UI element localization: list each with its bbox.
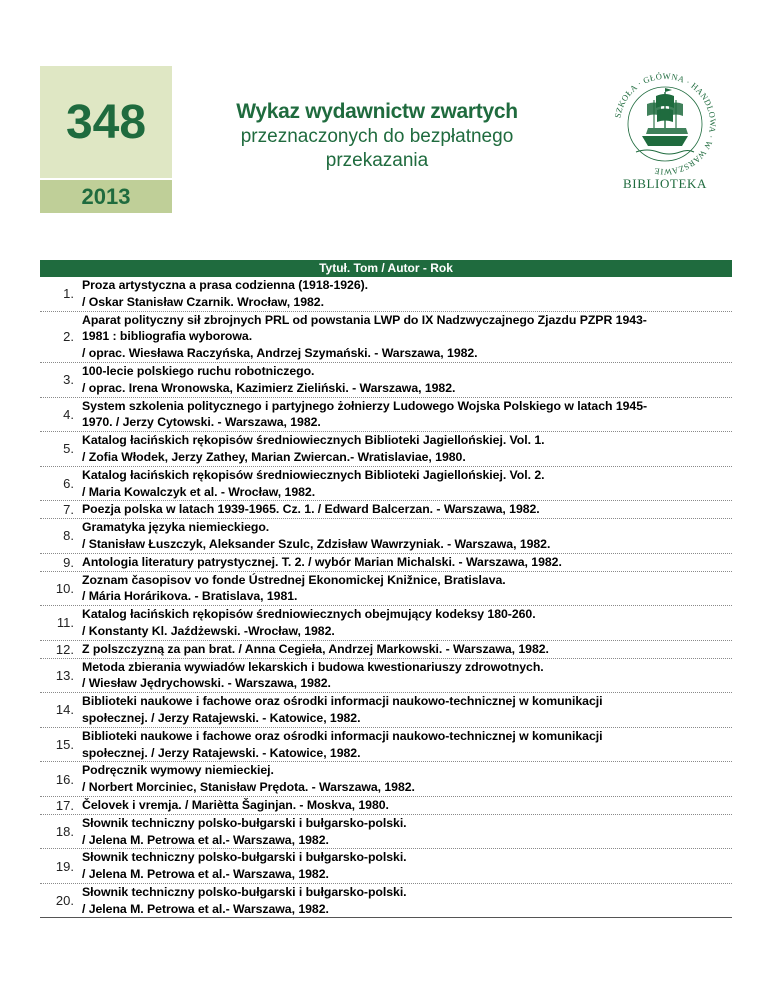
- row-description: [82, 312, 732, 362]
- table-row: [40, 572, 732, 607]
- row-text-line: / Stanisław Łuszczyk, Aleksander Szulc, Zdzisław Wawrzyniak. - Warszawa, 1982.: [82, 536, 551, 551]
- row-description: [82, 519, 732, 553]
- list-year: 2013: [81, 183, 131, 209]
- row-text-line: Katalog łacińskich rękopisów średniowiecznych Biblioteki Jagiellońskiej. Vol. 2.: [82, 467, 545, 482]
- table-row: [40, 815, 732, 850]
- table-row: [40, 312, 732, 363]
- row-text-line: Biblioteki naukowe i fachowe oraz ośrodki informacji naukowo-technicznej w komunikacji: [82, 728, 603, 743]
- row-text-line: / Jelena M. Petrowa et al.- Warszawa, 1982.: [82, 867, 329, 882]
- title-sub-line-1: przeznaczonych do bezpłatnego: [240, 126, 514, 147]
- table-row: [40, 432, 732, 467]
- row-description: [82, 277, 732, 311]
- row-text-line: / Norbert Morciniec, Stanisław Prędota. - Warszawa, 1982.: [82, 780, 415, 795]
- row-description: [82, 554, 732, 571]
- row-description: [82, 849, 732, 883]
- row-text-line: Słownik techniczny polsko-bułgarski i bułgarsko-polski.: [82, 884, 407, 899]
- table-body: [40, 277, 732, 918]
- row-text-line: Słownik techniczny polsko-bułgarski i bułgarsko-polski.: [82, 850, 407, 865]
- list-number-box: [40, 66, 172, 178]
- table-row: [40, 849, 732, 884]
- row-description: [82, 363, 732, 397]
- table-row: [40, 519, 732, 554]
- row-text-line: Antologia literatury patrystycznej. T. 2. / wybór Marian Michalski. - Warszawa, 1982.: [82, 554, 562, 569]
- row-text-line: / Mária Horárikova. - Bratislava, 1981.: [82, 589, 298, 604]
- row-number: 16.: [55, 771, 74, 787]
- page-title: [212, 100, 542, 172]
- title-main: Wykaz wydawnictw zwartych: [236, 100, 518, 123]
- row-text-line: / oprac. Wiesława Raczyńska, Andrzej Szymański. - Warszawa, 1982.: [82, 346, 478, 361]
- row-number: 11.: [56, 615, 74, 631]
- row-text-line: społecznej. / Jerzy Ratajewski. - Katowice, 1982.: [82, 710, 361, 725]
- row-number: 6.: [63, 476, 74, 492]
- row-number: 19.: [55, 858, 74, 874]
- row-number: 17.: [55, 797, 74, 813]
- row-text-line: Aparat polityczny sił zbrojnych PRL od powstania LWP do IX Nadzwyczajnego Zjazdu PZPR 1943-: [82, 312, 647, 327]
- row-text-line: / Oskar Stanisław Czarnik. Wrocław, 1982.: [82, 294, 324, 309]
- row-text-line: Proza artystyczna a prasa codzienna (1918-1926).: [82, 278, 369, 292]
- row-description: [82, 398, 732, 432]
- table-row: [40, 277, 732, 312]
- row-text-line: Poezja polska w latach 1939-1965. Cz. 1. / Edward Balcerzan. - Warszawa, 1982.: [82, 502, 540, 517]
- list-number: 348: [65, 95, 147, 149]
- row-description: [82, 467, 732, 501]
- row-description: [82, 659, 732, 693]
- row-description: [82, 606, 732, 640]
- row-text-line: Biblioteki naukowe i fachowe oraz ośrodki informacji naukowo-technicznej w komunikacji: [82, 694, 603, 709]
- row-description: [82, 762, 732, 796]
- row-text-line: społecznej. / Jerzy Ratajewski. - Katowice, 1982.: [82, 745, 361, 760]
- row-text-line: / Wiesław Jędrychowski. - Warszawa, 1982.: [82, 676, 331, 691]
- title-sub-line-2: przekazania: [325, 150, 429, 171]
- row-description: [82, 884, 732, 918]
- logo-caption: BIBLIOTEKA: [623, 176, 707, 191]
- row-text-line: Katalog łacińskich rękopisów średniowiecznych obejmujący kodeksy 180-260.: [82, 607, 536, 622]
- row-text-line: Čelovek i vremja. / Mariètta Šaginjan. - Moskva, 1980.: [82, 797, 389, 812]
- table-row: [40, 884, 732, 919]
- row-text-line: / Konstanty Kl. Jaźdżewski. -Wrocław, 1982.: [82, 623, 335, 638]
- row-number: 14.: [55, 702, 74, 718]
- row-text-line: Katalog łacińskich rękopisów średniowiecznych Biblioteki Jagiellońskiej. Vol. 1.: [82, 433, 545, 448]
- row-number: 13.: [55, 667, 74, 683]
- row-number: 3.: [63, 372, 74, 388]
- row-text-line: 100-lecie polskiego ruchu robotniczego.: [82, 363, 315, 378]
- row-text-line: Metoda zbierania wywiadów lekarskich i budowa kwestionariuszy zdrowotnych.: [82, 659, 544, 674]
- table-row: [40, 728, 732, 763]
- row-text-line: Z polszczyzną za pan brat. / Anna Cegieła, Andrzej Markowski. - Warszawa, 1982.: [82, 641, 549, 656]
- row-description: [82, 641, 732, 658]
- row-text-line: System szkolenia politycznego i partyjnego żołnierzy Ludowego Wojska Polskiego w latach 1945-: [82, 398, 648, 413]
- row-number: 1.: [63, 286, 74, 302]
- table-row: [40, 467, 732, 502]
- row-text-line: / Maria Kowalczyk et al. - Wrocław, 1982.: [82, 484, 316, 499]
- row-text-line: 1970. / Jerzy Cytowski. - Warszawa, 1982.: [82, 415, 321, 430]
- row-description: [82, 432, 732, 466]
- row-description: [82, 693, 732, 727]
- logo-ring-text: SZKOŁA · GŁÓWNA · HANDLOWA · W WARSZAWIE: [612, 70, 719, 178]
- row-number: 2.: [63, 329, 74, 345]
- row-number: 7.: [63, 502, 74, 518]
- year-box: [40, 180, 172, 213]
- table-row: [40, 797, 732, 815]
- row-number: 20.: [55, 893, 74, 909]
- row-text-line: Podręcznik wymowy niemieckiej.: [82, 763, 274, 778]
- row-text-line: 1981 : bibliografia wyborowa.: [82, 329, 253, 344]
- row-text-line: / Jelena M. Petrowa et al.- Warszawa, 1982.: [82, 901, 329, 916]
- row-description: [82, 572, 732, 606]
- row-text-line: Słownik techniczny polsko-bułgarski i bułgarsko-polski.: [82, 815, 407, 830]
- table-row: [40, 606, 732, 641]
- row-description: [82, 797, 732, 814]
- row-number: 5.: [63, 441, 74, 457]
- table-row: [40, 641, 732, 659]
- row-description: [82, 501, 732, 518]
- table-row: [40, 363, 732, 398]
- table-row: [40, 398, 732, 433]
- row-number: 9.: [63, 554, 74, 570]
- row-text-line: / oprac. Irena Wronowska, Kazimierz Zieliński. - Warszawa, 1982.: [82, 380, 456, 395]
- row-number: 18.: [55, 824, 74, 839]
- row-number: 4.: [63, 406, 74, 422]
- row-text-line: Zoznam časopisov vo fonde Ústrednej Ekonomickej Knižnice, Bratislava.: [82, 572, 506, 587]
- row-text-line: Gramatyka języka niemieckiego.: [82, 520, 270, 535]
- ship-icon: [636, 88, 694, 154]
- row-text-line: / Jelena M. Petrowa et al.- Warszawa, 1982.: [82, 832, 329, 847]
- table-row: [40, 501, 732, 519]
- row-number: 15.: [55, 737, 74, 753]
- table-row: [40, 554, 732, 572]
- table-row: [40, 659, 732, 694]
- table-header: Tytuł. Tom / Autor - Rok: [40, 260, 732, 277]
- row-text-line: / Zofia Włodek, Jerzy Zathey, Marian Zwiercan.- Wratislaviae, 1980.: [82, 449, 466, 464]
- table-row: [40, 762, 732, 797]
- publication-table: [40, 260, 732, 918]
- row-description: [82, 815, 732, 849]
- row-number: 12.: [55, 641, 74, 657]
- row-description: [82, 728, 732, 762]
- table-row: [40, 693, 732, 728]
- row-number: 8.: [63, 528, 74, 544]
- row-number: 10.: [55, 580, 74, 596]
